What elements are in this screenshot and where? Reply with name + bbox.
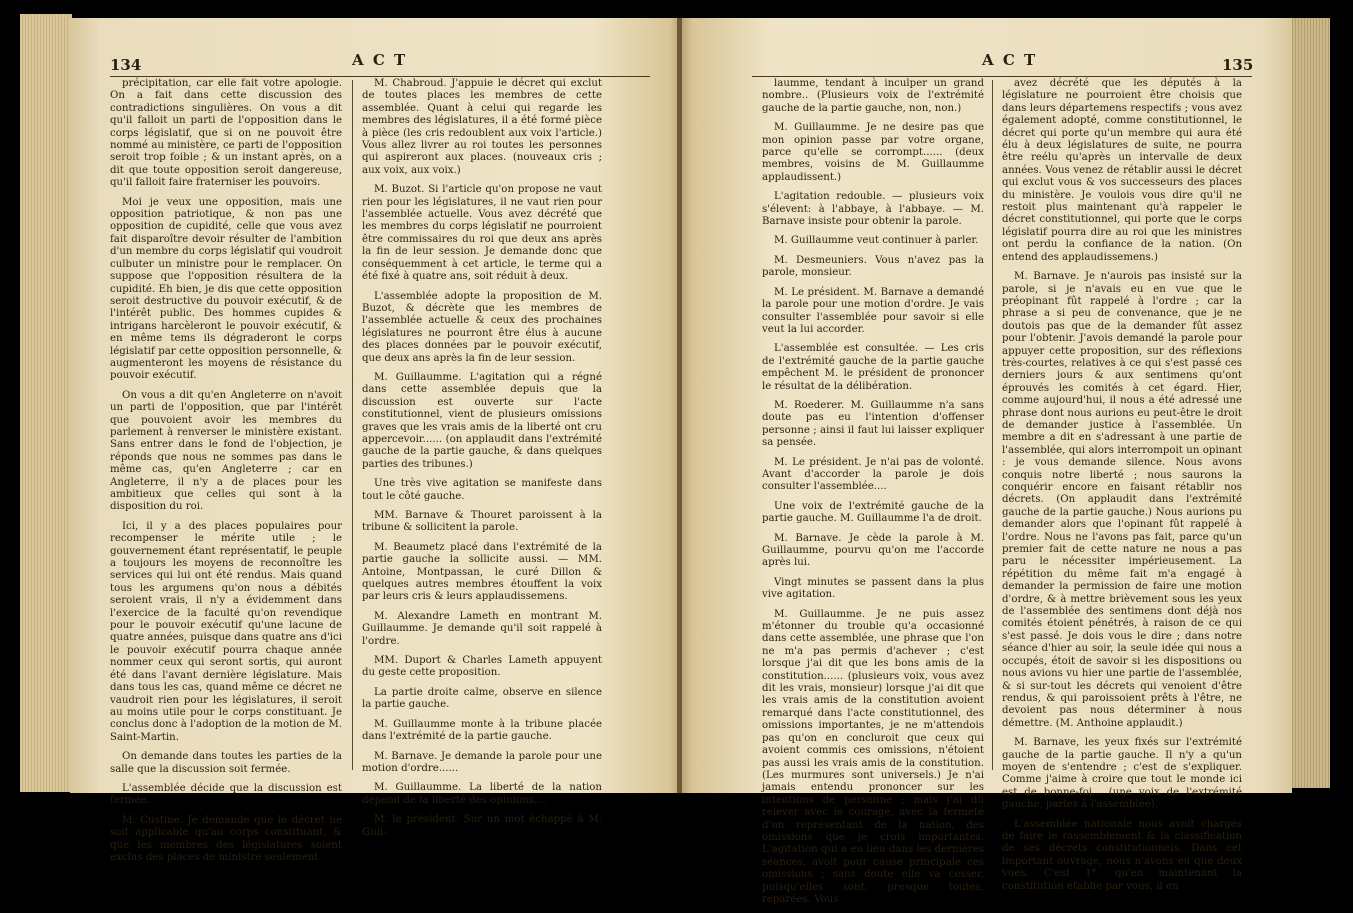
right-page bbox=[682, 18, 1292, 905]
book-page-edges-left bbox=[20, 14, 72, 792]
page-number-left: 134 bbox=[110, 56, 142, 74]
page-number-right: 135 bbox=[1222, 56, 1254, 74]
left-page bbox=[70, 18, 680, 863]
paragraph: M. Desmeuniers. Vous n'avez pas la parole, monsieur. bbox=[762, 254, 984, 279]
running-head-right: A C T bbox=[982, 51, 1038, 69]
paragraph: M. Guillaumme. Je ne puis assez m'étonner du trouble qu'a occasionné dans cette assemblée, une phrase que l'on ne m'a pas permis d'achever ; c'est lorsque j'ai dit que les bons amis de la constitution...... (plusieurs voix, vous avez dit les vrais, monsieur) lorsque j'ai dit que les vrais amis de la constitution avoient remarqué dans l'acte constitutionnel, des omissions importantes, je ne m'attendois pas qu'on en concluroit que ceux qui avoient commis ces omissions, n'étoient pas aussi les vrais amis de la constitution. (Les murmures sont universels.) Je n'ai jamais entendu prononcer sur les intentions de personne ; mais j'ai dû relever avec le courage, avec la fermeté d'un représentant de la nation, des omissions que je crois importantes. L'agitation qui a eu lieu dans les dernières séances, avoit pour cause principale ces omissions ; sans doute elle va cesser, puisqu'elles sont, presque toutes, reparées. Vous bbox=[762, 608, 984, 905]
paragraph: Une voix de l'extrémité gauche de la partie gauche. M. Guillaumme l'a de droit. bbox=[762, 500, 984, 525]
paragraph: Moi je veux une opposition, mais une opposition patriotique, & non pas une opposition de cupidité, celle que vous avez fait disparoître devoir résulter de l'ambition d'un membre du corps législatif qui voudroit culbuter un ministre pour le remplacer. On suppose que l'opposition résultera de la cupidité. Eh bien, je dis que cette opposition seroit destructive du pouvoir exécutif, & de l'intérêt public. Des hommes cupides & intrigans harcèleront le pouvoir exécutif, & en même tems ils dégraderont le corps législatif par cette opposition personnelle, & augmenteront les moyens de résistance du pouvoir exécutif. bbox=[110, 196, 342, 382]
paragraph: M. Guillaumme. Je ne desire pas que mon opinion passe par votre organe, parce qu'elle se corrompt...... (deux membres, voisins de M. Guillaumme applaudissent.) bbox=[762, 122, 984, 183]
paragraph: M. Barnave. Je demande la parole pour une motion d'ordre...... bbox=[362, 750, 602, 774]
paragraph: M. Barnave. Je n'aurois pas insisté sur la parole, si je n'avais eu en vue que le préopinant fût rappelé à l'ordre ; car la phrase a si peu de convenance, que je ne doutois pas que de la demander fût assez pour l'obtenir. J'avois demandé la parole pour appuyer cette proposition, sur des réflexions très-courtes, relatives à ce qui s'est passé ces derniers jours & aux sentimens qu'ont éprouvés les comités à cet égard. Hier, comme aujourd'hui, il nous a été adressé une phrase dont nous aurions eu peut-être le droit de demander justice à l'assemblée. Un membre a dit en s'adressant à une partie de l'assemblée, qui alors interrompoit un opinant : je vous demande silence. Nous avons conquis notre liberté ; nous saurons la conquérir encore en faisant rétablir nos décrets. (On applaudit dans l'extrémité gauche de la partie gauche.) Nous aurions pu demander alors que l'opinant fût rappelé à l'ordre. Nous ne l'avons pas fait, parce qu'un premier fait de cette nature ne nous a pas paru le nécessiter impérieusement. La répétition du même fait m'a engagé à demander la permission de faire une motion d'ordre, & à mettre brièvement sous les yeux de l'assemblée des sentimens dont déjà nos comités étoient pénétrés, à raison de ce qui s'est passé. Je dois vous le dire ; dans notre séance d'hier au soir, la seule idée qui nous a occupés, étoit de savoir si les dispositions ou nous avions vu hier une partie de l'assemblée, & si sur-tout les décrets qui venoient d'être rendus, & qui paroissoient prêts à l'être, ne devoient pas nous déterminer à nous démettre. (M. Anthoine applaudit.) bbox=[1002, 271, 1242, 729]
column-divider-right bbox=[992, 80, 993, 770]
paragraph: M. Le président. M. Barnave a demandé la parole pour une motion d'ordre. Je vais consulter l'assemblée pour savoir si elle veut la lui accorder. bbox=[762, 286, 984, 335]
right-page-column-1 bbox=[762, 78, 984, 913]
paragraph: M. Roederer. M. Guillaumme n'a sans doute pas eu l'intention d'offenser personne ; ainsi il faut lui laisser expliquer sa pensée. bbox=[762, 399, 984, 449]
paragraph: L'agitation redouble. — plusieurs voix s'élevent: à l'abbaye, à l'abbaye. — M. Barnave insiste pour obtenir la parole. bbox=[762, 191, 984, 228]
paragraph: précipitation, car elle fait votre apologie. On a fait dans cette discussion des contradictions singulières. On vous a dit qu'il falloit un parti de l'opposition dans le corps législatif, que si on ne pouvoit être nommé au ministère, ce parti de l'opposition seroit trop foible ; & un instant après, on a dit que toute opposition seroit dangereuse, qu'il falloit faire fraterniser les pouvoirs. bbox=[110, 78, 342, 189]
paragraph: M. Barnave. Je cède la parole à M. Guillaumme, pourvu qu'on me l'accorde après lui. bbox=[762, 532, 984, 569]
book-page-edges-right bbox=[1290, 18, 1330, 788]
paragraph: laumme, tendant à inculper un grand nombre.. (Plusieurs voix de l'extrémité gauche de la partie gauche, non, non.) bbox=[762, 78, 984, 114]
paragraph: M. Beaumetz placé dans l'extrémité de la partie gauche la sollicite aussi. — MM. Antoine, Montpassan, le curé Dillon & quelques autres membres étouffent la voix par leurs cris & leurs applaudissemens. bbox=[362, 541, 602, 603]
paragraph: L'assemblée nationale nous avoit chargés de faire le rassemblement & la classification de ses décrets constitutionnels. Dans cet important ouvrage, nous n'avons eu que deux vues. C'est 1°. qu'en maintenant la constitution établie par vous, il en bbox=[1002, 818, 1242, 892]
paragraph: M. Guillaumme monte à la tribune placée dans l'extrémité de la partie gauche. bbox=[362, 718, 602, 743]
running-head-left: A C T bbox=[352, 51, 408, 69]
paragraph: L'assemblée décide que la discussion est fermée. bbox=[110, 782, 342, 807]
paragraph: M. Guillaumme. La liberté de la nation dépend de la liberté des opinions.... bbox=[362, 782, 602, 806]
left-page-column-1 bbox=[110, 78, 342, 871]
paragraph: M. le président. Sur un mot échappé à M. Guil- bbox=[362, 814, 602, 838]
paragraph: On vous a dit qu'en Angleterre on n'avoit un parti de l'opposition, que par l'intérêt que pouvoient avoir les membres du parlement à renverser le ministère existant. Sans entrer dans le fond de l'objection, je réponds que nous ne sommes pas dans le même cas, qu'en Angleterre ; car en Angleterre, il n'y a de places pour les ambitieux que celles qui sont à la disposition du roi. bbox=[110, 389, 342, 513]
paragraph: avez décrété que les députés à la législature ne pourroient être choisis que dans leurs départemens respectifs ; vous avez également adopté, comme constitutionnel, le décret qui porte qu'un membre qui aura été élu à deux législatures de suite, ne pourra être reélu qu'après un intervalle de deux années. Vous venez de rétablir aussi le décret qui exclut vous & vos successeurs des places du ministère. Je voulois vous dire qu'il ne restoit plus maintenant qu'à rappeler le décret constitutionnel, qui porte que le corps législatif pourra dire au roi que les ministres ont perdu la confiance de la nation. (On entend des applaudissemens.) bbox=[1002, 78, 1242, 263]
paragraph: On demande dans toutes les parties de la salle que la discussion soit fermée. bbox=[110, 751, 342, 775]
paragraph: M. Buzot. Si l'article qu'on propose ne vaut rien pour les législatures, il ne vaut rien pour l'assemblée actuelle. Vous avez décrété que les membres du corps législatif ne pourroient être commissaires du roi que deux ans après la fin de leur session. Je demande donc que conséquemment à cet article, le terme qui a été fixé à quatre ans, soit réduit à deux. bbox=[362, 184, 602, 283]
column-divider-left bbox=[352, 80, 353, 770]
paragraph: MM. Barnave & Thouret paroissent à la tribune & sollicitent la parole. bbox=[362, 510, 602, 534]
paragraph: Ici, il y a des places populaires pour recompenser le mérite utile ; le gouvernement étant représentatif, le peuple a toujours les moyens de reconnoître les services qui lui ont été rendus. Mais quand tous les argumens qu'on nous a débités seroient vrais, il n'y a évidemment dans l'exercice de la faculté qu'on revendique pour le pouvoir exécutif qu'une lacune de quatre années, puisque dans quatre ans d'ici le pouvoir exécutif pourra chaque année nommer ceux qui seront sortis, qui auront été dans l'avant dernière législature. Mais dans tous les cas, quand même ce décret ne vaudroit rien pour les législatures, il seroit au moins utile pour le corps constituant. Je conclus donc à l'adoption de la motion de M. Saint-Martin. bbox=[110, 520, 342, 743]
paragraph: L'assemblée adopte la proposition de M. Buzot, & décrète que les membres de l'assemblée actuelle & ceux des prochaines législatures ne pourront être élus à aucune des places données par le pouvoir exécutif, que deux ans après la fin de leur session. bbox=[362, 290, 602, 364]
paragraph: La partie droite calme, observe en silence la partie gauche. bbox=[362, 686, 602, 711]
paragraph: M. Alexandre Lameth en montrant M. Guillaumme. Je demande qu'il soit rappelé à l'ordre. bbox=[362, 610, 602, 647]
paragraph: M. Le président. Je n'ai pas de volonté. Avant d'accorder la parole je dois consulter l'assemblée.... bbox=[762, 456, 984, 493]
paragraph: Une très vive agitation se manifeste dans tout le côté gauche. bbox=[362, 478, 602, 502]
paragraph: MM. Duport & Charles Lameth appuyent du geste cette proposition. bbox=[362, 655, 602, 679]
paragraph: M. Barnave, les yeux fixés sur l'extrémité gauche de la partie gauche. Il n'y a qu'un moyen de s'entendre ; c'est de s'expliquer. Comme j'aime à croire que tout le monde ici est de bonne-foi... (une voix de l'extrémité gauche, parlez à l'assemblée). bbox=[1002, 737, 1242, 811]
paragraph: Vingt minutes se passent dans la plus vive agitation. bbox=[762, 576, 984, 601]
left-page-column-2 bbox=[362, 78, 602, 846]
paragraph: M. Chabroud. J'appuie le décret qui exclut de toutes places les membres de cette assemblée. Quant à celui qui regarde les membres des législatures, il a été formé pièce à pièce (les cris redoublent aux voix l'article.) Vous allez livrer au roi toutes les personnes qui aspireront aux places. (nouveaux cris ; aux voix, aux voix.) bbox=[362, 78, 602, 176]
paragraph: M. Guillaumme. L'agitation qui a régné dans cette assemblée depuis que la discussion est ouverte sur l'acte constitutionnel, vient de plusieurs omissions graves que les vrais amis de la liberté ont cru appercevoir...... (on applaudit dans l'extrémité gauche de la partie gauche, & dans quelques parties des tribunes.) bbox=[362, 371, 602, 470]
paragraph: L'assemblée est consultée. — Les cris de l'extrémité gauche de la partie gauche empêchent M. le président de prononcer le résultat de la délibération. bbox=[762, 343, 984, 392]
open-book bbox=[70, 18, 1292, 905]
header-rule-right bbox=[752, 76, 1252, 77]
paragraph: M. Custine. Je demande que le décret ne soit applicable qu'au corps constituant, & que les membres des législatures soient exclus des places de ministre seulement. bbox=[110, 814, 342, 863]
header-rule-left bbox=[110, 76, 650, 77]
right-page-column-2 bbox=[1002, 78, 1242, 900]
paragraph: M. Guillaumme veut continuer à parler. bbox=[774, 235, 979, 247]
